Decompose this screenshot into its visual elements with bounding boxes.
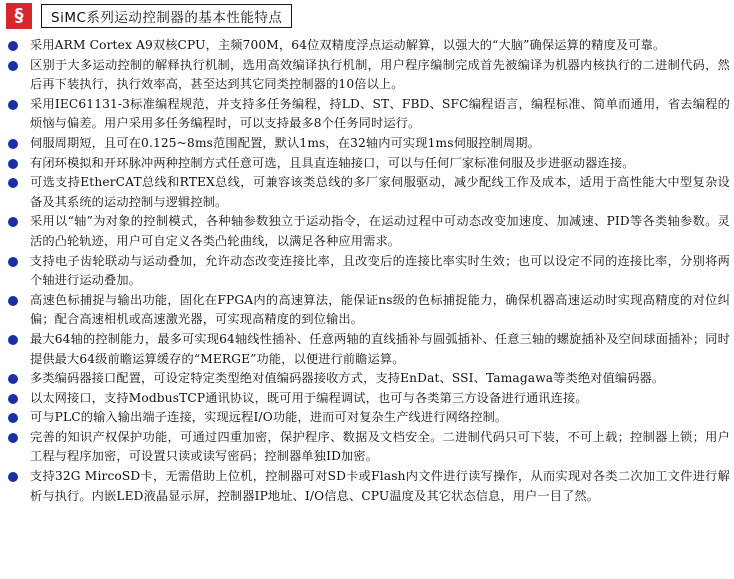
feature-item	[6, 330, 730, 369]
feature-item	[6, 154, 730, 174]
bullet-icon	[8, 374, 18, 384]
bullet-icon	[8, 413, 18, 423]
feature-text: 完善的知识产权保护功能，可通过四重加密，保护程序、数据及文档安全。二进制代码只可下装，不可上载；控制器上锁；用户工程与程序加密，可设置只读或读写密码；控制器单独ID加密。	[30, 429, 730, 464]
bullet-icon	[8, 472, 18, 482]
feature-item	[6, 212, 730, 251]
bullet-icon	[8, 296, 18, 306]
bullet-icon	[8, 100, 18, 110]
feature-item	[6, 291, 730, 330]
feature-text: 支持电子齿轮联动与运动叠加，允许动态改变连接比率，且改变后的连接比率实时生效；也可以设定不同的连接比率，分别将两个轴进行运动叠加。	[30, 253, 730, 288]
feature-text: 多类编码器接口配置，可设定特定类型绝对值编码器接收方式，支持EnDat、SSI、Tamagawa等类绝对值编码器。	[30, 371, 665, 386]
feature-list	[6, 36, 730, 506]
section-header	[6, 3, 292, 29]
feature-text: 最大64轴的控制能力，最多可实现64轴线性插补、任意两轴的直线插补与圆弧插补、任意三轴的螺旋插补及空间球面插补；同时提供最大64级前瞻运算缓存的“MERGE”功能，以便进行前瞻运算。	[30, 331, 730, 366]
bullet-icon	[8, 41, 18, 51]
bullet-icon	[8, 433, 18, 443]
feature-text: 伺服周期短，且可在0.125~8ms范围配置，默认1ms，在32轴内可实现1ms伺服控制周期。	[30, 135, 540, 150]
feature-item	[6, 173, 730, 212]
feature-item	[6, 408, 730, 428]
feature-item	[6, 389, 730, 409]
feature-text: 有闭环模拟和开环脉冲两种控制方式任意可选，且具直连轴接口，可以与任何厂家标准伺服及步进驱动器连接。	[30, 155, 635, 170]
feature-item	[6, 134, 730, 154]
section-title: SiMC系列运动控制器的基本性能特点	[41, 4, 292, 28]
bullet-icon	[8, 335, 18, 345]
section-sign-icon: §	[6, 3, 32, 29]
feature-item	[6, 369, 730, 389]
bullet-icon	[8, 217, 18, 227]
feature-item	[6, 467, 730, 506]
feature-text: 采用ARM Cortex A9双核CPU，主频700M，64位双精度浮点运动解算，以强大的“大脑”确保运算的精度及可靠。	[30, 38, 666, 52]
bullet-icon	[8, 257, 18, 267]
feature-item	[6, 428, 730, 467]
bullet-icon	[8, 61, 18, 71]
feature-item	[6, 56, 730, 95]
bullet-icon	[8, 394, 18, 404]
feature-text: 支持32G MircoSD卡，无需借助上位机，控制器可对SD卡或Flash内文件进行读写操作，从而实现对各类二次加工文件进行解析与执行。内嵌LED液晶显示屏，控制器IP地址、I/O信息、CPU温度及其它状态信息，用户一目了然。	[30, 469, 730, 503]
feature-text: 高速色标捕捉与输出功能，固化在FPGA内的高速算法，能保证ns级的色标捕捉能力，确保机器高速运动时实现高精度的对位纠偏；配合高速相机或高速激光器，可实现高精度的到位输出。	[30, 292, 730, 327]
bullet-icon	[8, 159, 18, 169]
feature-item	[6, 252, 730, 291]
feature-text: 可选支持EtherCAT总线和RTEX总线，可兼容该类总线的多厂家伺服驱动，减少配线工作及成本，适用于高性能大中型复杂设备及其系统的运动控制与逻辑控制。	[30, 175, 730, 209]
feature-item	[6, 95, 730, 134]
feature-item	[6, 36, 730, 56]
feature-text: 可与PLC的输入输出端子连接，实现远程I/O功能，进而可对复杂生产线进行网络控制。	[30, 410, 508, 425]
feature-text: 采用IEC61131-3标准编程规范，并支持多任务编程，持LD、ST、FBD、SFC编程语言，编程标准、简单而通用，省去编程的烦恼与偏差。用户采用多任务编程时，可以支持最多8个任务同时运行。	[30, 96, 730, 131]
feature-text: 以太网接口，支持ModbusTCP通讯协议，既可用于编程调试，也可与各类第三方设备进行通讯连接。	[30, 390, 588, 405]
feature-text: 区别于大多运动控制的解释执行机制，选用高效编译执行机制，用户程序编制完成首先被编译为机器内核执行的二进制代码，然后再下装执行，执行效率高，甚至达到其它同类控制器的10倍以上。	[30, 57, 730, 92]
bullet-icon	[8, 139, 18, 149]
feature-text: 采用以“轴”为对象的控制模式，各种轴参数独立于运动指令，在运动过程中可动态改变加速度、加减速、PID等各类轴参数。灵活的凸轮轨迹，用户可自定义各类凸轮曲线，以满足各种应用需求。	[30, 214, 730, 248]
bullet-icon	[8, 178, 18, 188]
